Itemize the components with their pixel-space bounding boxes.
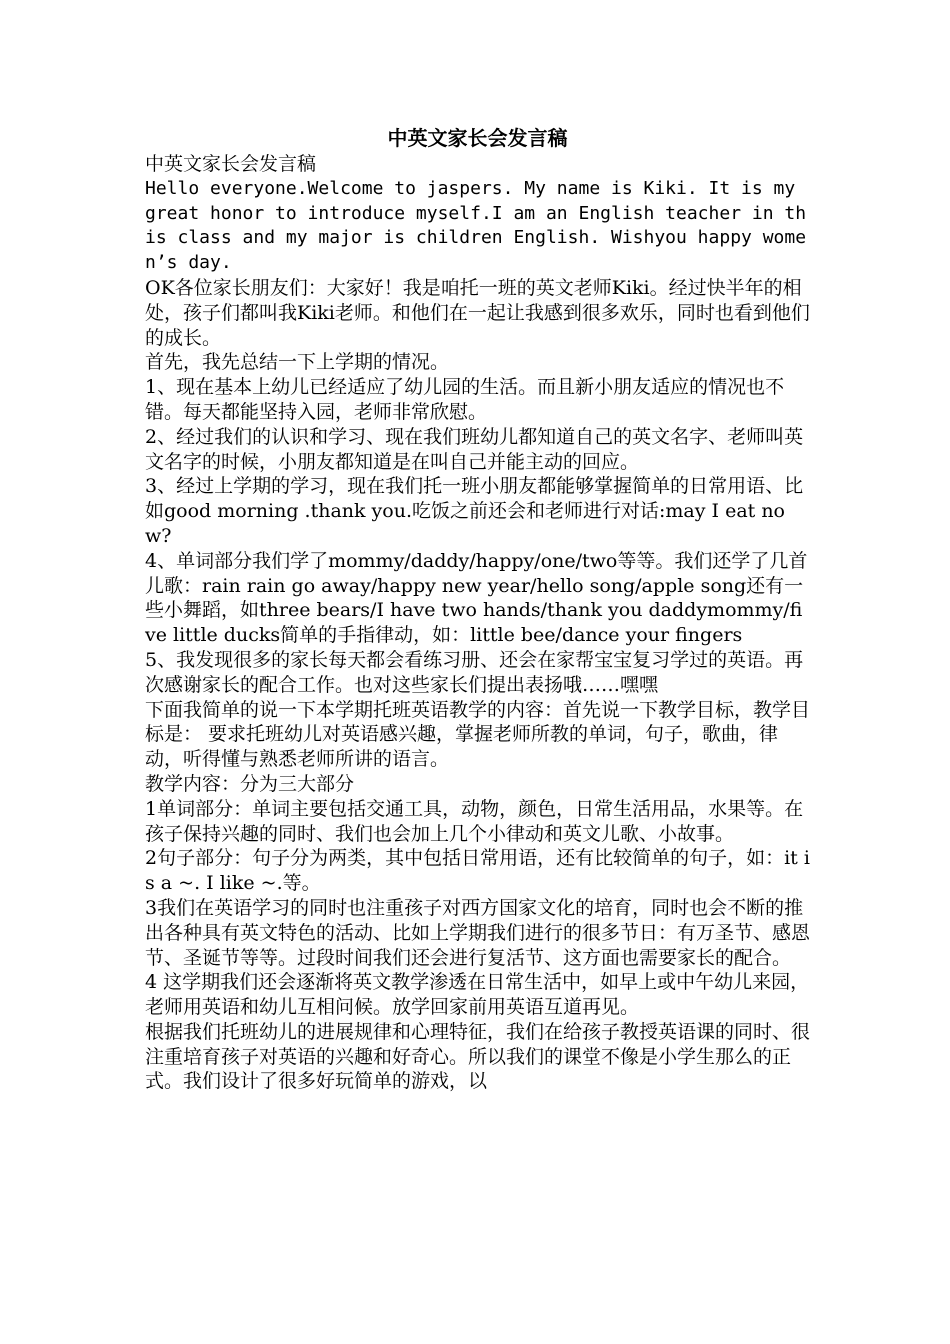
paragraph-teaching-content: 教学内容：分为三大部分 <box>145 772 355 795</box>
paragraph-point-1: 1、现在基本上幼儿已经适应了幼儿园的生活。而且新小朋友适应的情况也不错。每天都能坚持入园，老师非常欣慰。 <box>145 376 785 423</box>
document-page <box>145 124 810 1094</box>
paragraph-closing: 根据我们托班幼儿的进展规律和心理特征，我们在给孩子教授英语课的同时、很注重培育孩子对英语的兴趣和好奇心。所以我们的课堂不像是小学生那么的正式。我们设计了很多好玩简单的游戏，以 <box>145 1020 811 1093</box>
paragraph-point-4: 4、单词部分我们学了mommy/daddy/happy/one/two等等。我们还学了几首儿歌：rain rain go away/happy new year/hello song/apple song还有一些小舞蹈，如three bears/I have two hands/thank you daddymommy/five little ducks简单的手指律动，如：little bee/dance your fingers <box>145 549 808 647</box>
paragraph-content-4: 4 这学期我们还会逐渐将英文教学渗透在日常生活中，如早上或中午幼儿来园，老师用英语和幼儿互相问候。放学回家前用英语互道再见。 <box>145 971 810 1019</box>
paragraph-greeting: OK各位家长朋友们：大家好！我是咱托一班的英文老师Kiki。经过快半年的相处，孩子们都叫我Kiki老师。和他们在一起让我感到很多欢乐，同时也看到他们的成长。 <box>145 276 810 349</box>
paragraph-summary-intro: 首先，我先总结一下上学期的情况。 <box>145 351 450 374</box>
paragraph-content-3: 3我们在英语学习的同时也注重孩子对西方国家文化的培育，同时也会不断的推出各种具有英文特色的活动、比如上学期我们进行的很多节日：有万圣节、感恩节、圣诞节等等。过段时间我们还会进行复活节、这方面也需要家长的配合。 <box>145 896 811 969</box>
paragraph-point-3: 3、经过上学期的学习，现在我们托一班小朋友都能够掌握简单的日常用语、比如good morning .thank you.吃饭之前还会和老师进行对话:may I eat now? <box>145 475 804 547</box>
paragraph-english-intro: Hello everyone.Welcome to jaspers. My name is Kiki. It is my great honor to introduce myself.I am an English teacher in this class and my major is children English. Wishyou happy women’s day. <box>145 177 807 274</box>
paragraph-point-2: 2、经过我们的认识和学习、现在我们班幼儿都知道自己的英文名字、老师叫英文名字的时候，小朋友都知道是在叫自己并能主动的回应。 <box>145 425 804 473</box>
paragraph-point-5: 5、我发现很多的家长每天都会看练习册、还会在家帮宝宝复习学过的英语。再次感谢家长的配合工作。也对这些家长们提出表扬哦……嘿嘿 <box>145 648 804 696</box>
document-title: 中英文家长会发言稿 <box>387 126 568 150</box>
paragraph-content-1: 1单词部分：单词主要包括交通工具，动物，颜色，日常生活用品，水果等。在孩子保持兴趣的同时、我们也会加上几个小律动和英文儿歌、小故事。 <box>145 797 804 845</box>
paragraph-teaching-goal: 下面我简单的说一下本学期托班英语教学的内容：首先说一下教学目标，教学目标是： 要求托班幼儿对英语感兴趣，掌握老师所教的单词，句子，歌曲，律动，听得懂与熟悉老师所讲的语言。 <box>145 698 811 771</box>
paragraph-subtitle: 中英文家长会发言稿 <box>145 153 317 175</box>
paragraph-content-2: 2句子部分：句子分为两类，其中包括日常用语，还有比较简单的句子，如：it is a ~. I like ~.等。 <box>145 847 810 895</box>
